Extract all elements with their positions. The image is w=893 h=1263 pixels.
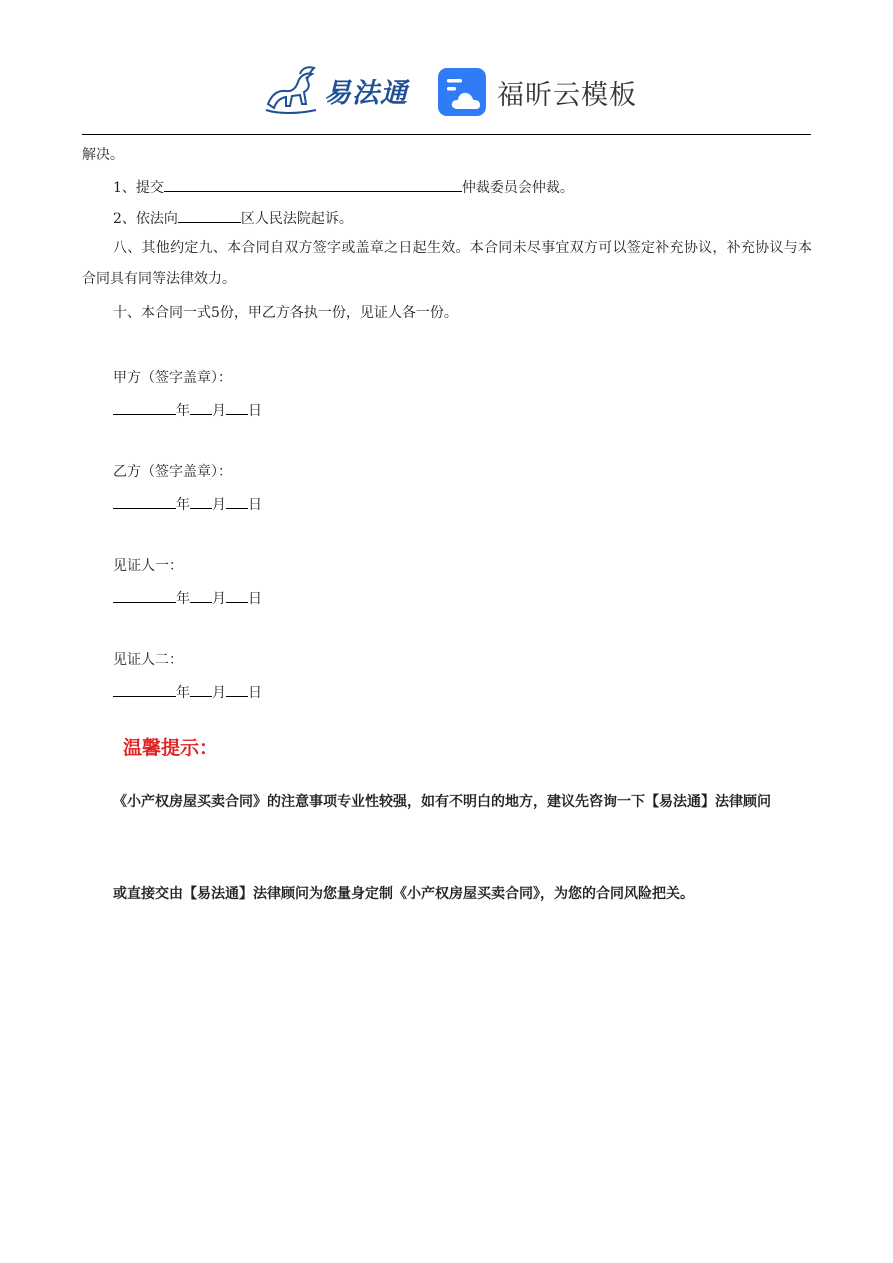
- brand-foxit: 福昕云模板: [497, 79, 637, 111]
- item2-suffix: 区人民法院起诉。: [240, 211, 353, 227]
- blank-day: [226, 493, 248, 509]
- year-label: 年: [176, 497, 190, 513]
- blank-day: [226, 587, 248, 603]
- clause-8-9: 八、其他约定九、本合同自双方签字或盖章之日起生效。本合同未尽事宜双方可以签定补充协议，补充协议与本合同具有同等法律效力。: [82, 240, 812, 287]
- blank-year: [113, 493, 176, 509]
- signature-date-witness-1: [113, 587, 262, 609]
- blank-day: [226, 399, 248, 415]
- brand-yifatong: 易法通: [324, 77, 408, 109]
- tips-title: 温馨提示：: [123, 737, 219, 759]
- month-label: 月: [212, 685, 226, 701]
- blank-year: [113, 399, 176, 415]
- blank-district-court: [178, 207, 241, 223]
- text-line-resolve: 解决。: [82, 147, 124, 163]
- day-label: 日: [248, 685, 262, 701]
- cloud-document-icon: [436, 66, 488, 118]
- blank-day: [226, 681, 248, 697]
- day-label: 日: [248, 591, 262, 607]
- day-label: 日: [248, 403, 262, 419]
- signature-label-party-b: 乙方（签字盖章）：: [113, 464, 232, 480]
- yifatong-logo: [262, 64, 408, 116]
- page-header: [0, 60, 893, 120]
- month-label: 月: [212, 403, 226, 419]
- item1-suffix: 仲裁委员会仲裁。: [461, 180, 574, 196]
- item1-prefix: 1、提交: [113, 180, 164, 196]
- signature-date-party-a: [113, 399, 262, 421]
- signature-date-party-b: [113, 493, 262, 515]
- blank-year: [113, 587, 176, 603]
- signature-label-witness-2: 见证人二：: [113, 652, 183, 668]
- year-label: 年: [176, 685, 190, 701]
- blank-year: [113, 681, 176, 697]
- year-label: 年: [176, 403, 190, 419]
- foxit-template-logo: [436, 66, 637, 118]
- year-label: 年: [176, 591, 190, 607]
- day-label: 日: [248, 497, 262, 513]
- blank-month: [190, 493, 212, 509]
- blank-month: [190, 587, 212, 603]
- month-label: 月: [212, 497, 226, 513]
- blank-month: [190, 681, 212, 697]
- clause-item-1: [113, 176, 574, 198]
- qilin-icon: [262, 64, 320, 116]
- signature-date-witness-2: [113, 681, 262, 703]
- month-label: 月: [212, 591, 226, 607]
- blank-arbitration-commission: [164, 176, 462, 192]
- clause-10: 十、本合同一式5份，甲乙方各执一份，见证人各一份。: [113, 305, 458, 321]
- signature-label-party-a: 甲方（签字盖章）：: [113, 370, 232, 386]
- tips-paragraph-1: 《小产权房屋买卖合同》的注意事项专业性较强，如有不明白的地方，建议先咨询一下【易法通】法律顾问: [113, 794, 771, 810]
- clause-item-2: [113, 207, 353, 229]
- item2-prefix: 2、依法向: [113, 211, 178, 227]
- signature-label-witness-1: 见证人一：: [113, 558, 183, 574]
- header-divider: [82, 134, 811, 135]
- blank-month: [190, 399, 212, 415]
- tips-paragraph-2: 或直接交由【易法通】法律顾问为您量身定制《小产权房屋买卖合同》，为您的合同风险把关。: [113, 886, 694, 902]
